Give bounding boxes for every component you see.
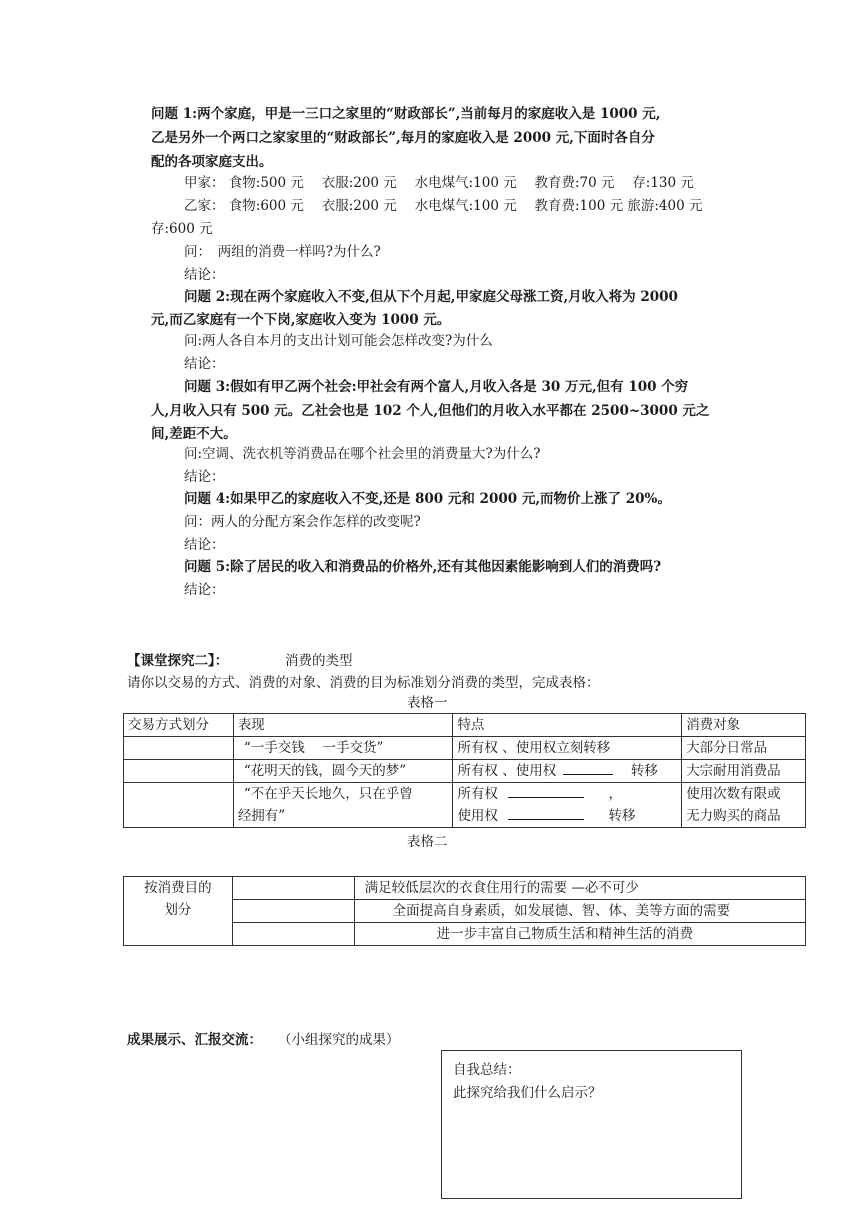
q1-jia-expenses: 甲家： 食物:500 元 衣服:200 元 水电煤气:100 元 教育费:70 元 存:130 元 bbox=[184, 175, 694, 191]
fill-blank[interactable] bbox=[508, 807, 584, 820]
summary-title: 自我总结： bbox=[453, 1062, 521, 1078]
feature-text: 使用权 bbox=[457, 808, 498, 824]
blank-answer-cell[interactable] bbox=[124, 783, 234, 828]
object-cell: 大宗耐用消费品 bbox=[682, 760, 806, 783]
feature-text: ， bbox=[608, 786, 623, 802]
purpose-table bbox=[123, 876, 806, 946]
summary-question: 此探究给我们什么启示？ bbox=[453, 1085, 602, 1101]
expression-cell: “一手交钱 一手交货” bbox=[233, 737, 453, 760]
q3-question: 问:空调、洗衣机等消费品在哪个社会里的消费量大?为什么? bbox=[184, 446, 541, 462]
object-line: 无力购买的商品 bbox=[686, 808, 781, 824]
section2-instruction: 请你以交易的方式、消费的对象、消费的目为标准划分消费的类型，完成表格： bbox=[127, 675, 600, 691]
purpose-desc-cell: 进一步丰富自己物质生活和精神生活的消费 bbox=[354, 923, 805, 946]
q4-conclusion: 结论： bbox=[184, 537, 225, 553]
q1-conclusion: 结论： bbox=[184, 267, 225, 283]
results-heading: 成果展示、汇报交流： bbox=[127, 1032, 262, 1048]
object-cell bbox=[682, 783, 806, 828]
table-row bbox=[124, 760, 806, 783]
purpose-desc-cell: 全面提高自身素质，如发展德、智、体、美等方面的需要 bbox=[354, 900, 805, 923]
q3-conclusion: 结论： bbox=[184, 469, 225, 485]
blank-answer-cell[interactable] bbox=[232, 923, 354, 946]
q4-line1: 问题 4:如果甲乙的家庭收入不变,还是 800 元和 2000 元,而物价上涨了 20%。 bbox=[184, 491, 671, 507]
expression-line: 经拥有” bbox=[237, 808, 286, 824]
blank-answer-cell[interactable] bbox=[232, 877, 354, 900]
expression-line: “不在乎天长地久，只在乎曾 bbox=[243, 786, 413, 802]
q1-question: 问： 两组的消费一样吗?为什么? bbox=[184, 244, 381, 260]
feature-cell bbox=[453, 783, 682, 828]
q2-question: 问:两人各自本月的支出计划可能会怎样改变?为什么 bbox=[184, 333, 493, 349]
q3-line2: 人,月收入只有 500 元。乙社会也是 102 个人,但他们的月收入水平都在 2500~3000 元之 bbox=[151, 403, 710, 419]
feature-cell: 所有权 、使用权立刻转移 bbox=[453, 737, 682, 760]
purpose-desc-cell: 满足较低层次的衣食住用行的需要 —必不可少 bbox=[354, 877, 805, 900]
q2-line2: 元,而乙家庭有一个下岗,家庭收入变为 1000 元。 bbox=[151, 312, 451, 328]
q1-line3: 配的各项家庭支出。 bbox=[151, 154, 273, 170]
table2-title: 表格二 bbox=[407, 834, 448, 850]
section2-topic: 消费的类型 bbox=[285, 653, 353, 669]
q1-yi-expenses: 乙家： 食物:600 元 衣服:200 元 水电煤气:100 元 教育费:100 元 旅游:400 元 bbox=[184, 198, 703, 214]
results-note: （小组探究的成果） bbox=[278, 1032, 400, 1048]
fill-blank[interactable] bbox=[508, 785, 584, 798]
table1-header-cell: 特点 bbox=[453, 714, 682, 737]
feature-text: 所有权 bbox=[457, 786, 498, 802]
q4-question: 问：两人的分配方案会作怎样的改变呢? bbox=[184, 514, 421, 530]
table1-header-cell: 交易方式划分 bbox=[124, 714, 234, 737]
table1-header-cell: 表现 bbox=[233, 714, 453, 737]
feature-text: 转移 bbox=[630, 763, 658, 779]
q1-yi-savings: 存:600 元 bbox=[151, 221, 213, 237]
q3-line1: 问题 3:假如有甲乙两个社会:甲社会有两个富人,月收入各是 30 万元,但有 100 个穷 bbox=[184, 379, 689, 395]
consumption-type-table bbox=[123, 713, 806, 828]
object-cell: 大部分日常品 bbox=[682, 737, 806, 760]
q1-line1: 问题 1:两个家庭，甲是一三口之家里的“财政部长”,当前每月的家庭收入是 1000 元, bbox=[151, 106, 661, 122]
table1-title: 表格一 bbox=[407, 695, 448, 711]
purpose-label: 按消费目的 bbox=[144, 880, 212, 896]
blank-answer-cell[interactable] bbox=[232, 900, 354, 923]
blank-answer-cell[interactable] bbox=[124, 737, 234, 760]
table-row bbox=[124, 737, 806, 760]
feature-text: 转移 bbox=[608, 808, 636, 824]
purpose-label: 划分 bbox=[164, 902, 192, 918]
purpose-label-cell bbox=[124, 877, 233, 946]
object-line: 使用次数有限或 bbox=[686, 786, 781, 802]
q2-conclusion: 结论： bbox=[184, 356, 225, 372]
feature-text: 所有权 、使用权 bbox=[457, 763, 557, 779]
expression-cell: “花明天的钱，圆今天的梦” bbox=[233, 760, 453, 783]
q5-conclusion: 结论： bbox=[184, 582, 225, 598]
q3-line3: 间,差距不大。 bbox=[151, 426, 237, 442]
q5-line1: 问题 5:除了居民的收入和消费品的价格外,还有其他因素能影响到人们的消费吗? bbox=[184, 559, 662, 575]
q1-line2: 乙是另外一个两口之家家里的“财政部长”,每月的家庭收入是 2000 元,下面时各自分 bbox=[151, 130, 655, 146]
blank-answer-cell[interactable] bbox=[124, 760, 234, 783]
table-row bbox=[124, 783, 806, 828]
table-row bbox=[124, 877, 806, 900]
q2-line1: 问题 2:现在两个家庭收入不变,但从下个月起,甲家庭父母涨工资,月收入将为 2000 bbox=[184, 289, 678, 305]
feature-cell bbox=[453, 760, 682, 783]
fill-blank[interactable] bbox=[563, 762, 613, 775]
table1-header-cell: 消费对象 bbox=[682, 714, 806, 737]
self-summary-box[interactable] bbox=[441, 1050, 742, 1199]
table1-header-row bbox=[124, 714, 806, 737]
expression-cell bbox=[233, 783, 453, 828]
section2-heading: 【课堂探究二】： bbox=[127, 653, 229, 669]
